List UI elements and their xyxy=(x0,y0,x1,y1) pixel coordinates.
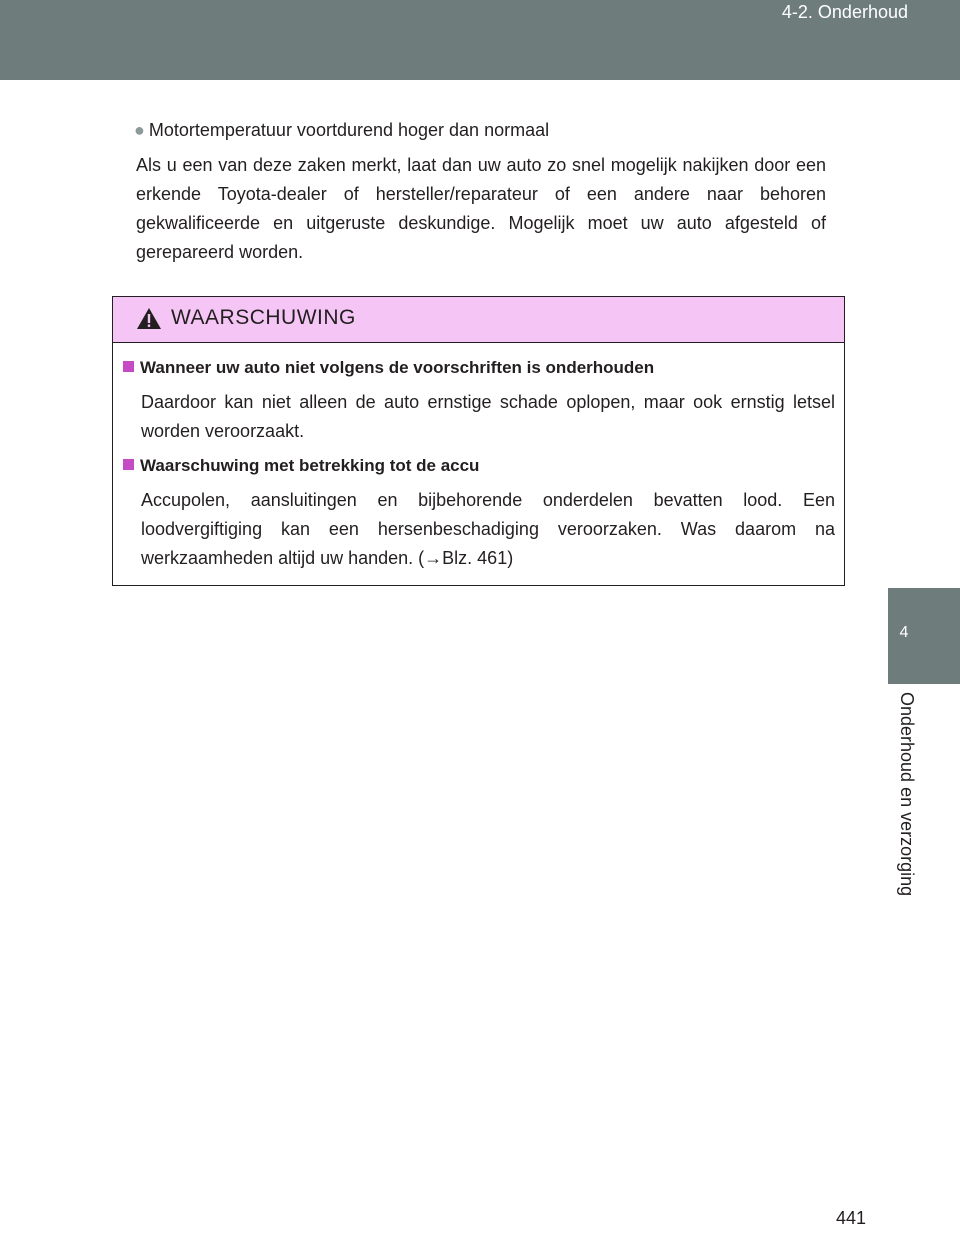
warning-section-heading xyxy=(123,454,835,478)
body-paragraph: Als u een van deze zaken merkt, laat dan uw auto zo snel mogelijk nakijken door een erkende Toyota-dealer of hersteller/reparateur of een andere naar behoren gekwalificeerde en uitgeruste deskundige. Mogelijk moet uw auto afgesteld of gerepareerd worden. xyxy=(136,155,826,262)
chapter-tab-label-area xyxy=(888,684,960,937)
warning-section-heading-text: Waarschuwing met betrekking tot de accu xyxy=(140,456,480,475)
chapter-tab xyxy=(888,588,960,684)
chapter-title: Onderhoud en verzorging xyxy=(897,692,917,897)
warning-section xyxy=(123,356,835,446)
warning-box xyxy=(112,296,845,586)
section-title: 4-2. Onderhoud xyxy=(781,2,908,22)
warning-section xyxy=(123,454,835,573)
section-marker-icon xyxy=(123,361,134,372)
bullet-dot-icon: ● xyxy=(134,120,145,140)
warning-section-heading xyxy=(123,356,835,380)
section-marker-icon xyxy=(123,459,134,470)
warning-section-text: Daardoor kan niet alleen de auto ernstige schade oplopen, maar ook ernstig letsel worden veroorzaakt. xyxy=(141,392,835,441)
page-number: 441 xyxy=(836,1208,867,1228)
warning-section-heading-text: Wanneer uw auto niet volgens de voorschriften is onderhouden xyxy=(140,358,655,377)
warning-header xyxy=(113,297,844,343)
warning-section-text: Accupolen, aansluitingen en bijbehorende onderdelen bevatten lood. Een loodvergiftiging kan een hersenbeschadiging veroorzaken. Was daarom na werkzaamheden altijd uw handen. (→Blz. 461) xyxy=(141,490,835,568)
bullet-item xyxy=(136,116,826,144)
warning-triangle-icon xyxy=(136,307,162,330)
chapter-number: 4 xyxy=(899,624,909,641)
bullet-text: Motortemperatuur voortdurend hoger dan normaal xyxy=(148,120,550,140)
warning-title: WAARSCHUWING xyxy=(171,306,356,329)
header-band xyxy=(0,0,960,80)
main-content xyxy=(136,116,826,267)
